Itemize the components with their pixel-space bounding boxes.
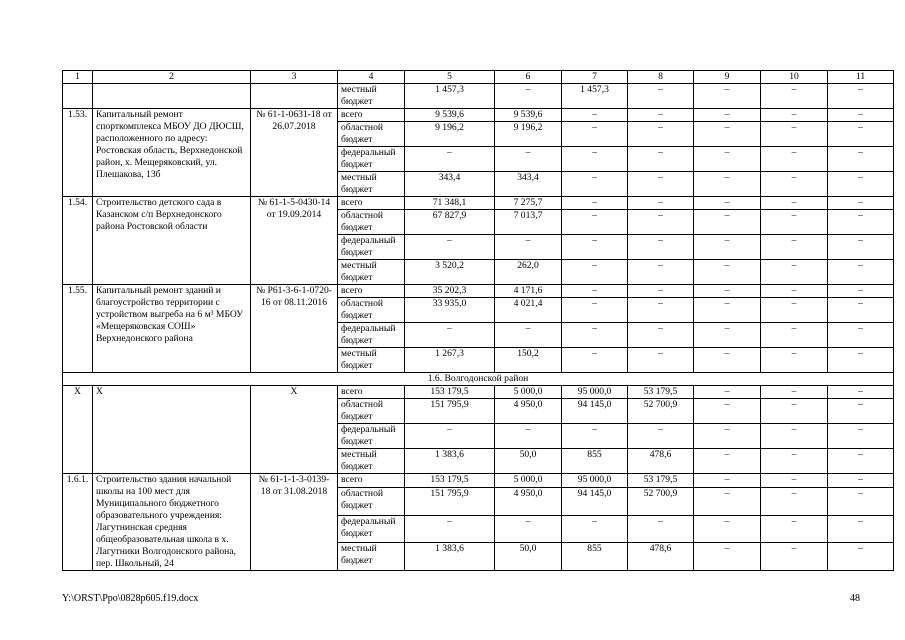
value-cell: –	[828, 488, 894, 516]
value-cell: –	[495, 515, 562, 543]
object-name-cell: Строительство здания начальной школы на 100 мест для Муниципального бюджетного образовательного учреждения: Лагутнинская средняя общеобразовательная школа в х. Лагутники Волгодонского района, пер. Школьный, 24	[93, 474, 251, 571]
value-cell: –	[828, 210, 894, 235]
value-cell: –	[562, 348, 628, 373]
value-cell: –	[628, 235, 694, 260]
value-cell: –	[694, 122, 761, 147]
value-cell: –	[761, 323, 828, 348]
value-cell: –	[628, 424, 694, 449]
value-cell: –	[761, 515, 828, 543]
value-cell: –	[828, 84, 894, 109]
value-cell: 95 000,0	[562, 386, 628, 399]
value-cell: –	[562, 210, 628, 235]
funding-source-cell: областной бюджет	[338, 122, 405, 147]
value-cell: 151 795,9	[405, 488, 495, 516]
value-cell: 53 179,5	[628, 386, 694, 399]
value-cell: 3 520,2	[405, 260, 495, 285]
object-name-cell: Капитальный ремонт спорткомплекса МБОУ ДО ДЮСШ, расположенного по адресу: Ростовская область, Верхнедонской район, х. Мещеряковский, ул. Плешакова, 13б	[93, 109, 251, 197]
row-number-cell: 1.53.	[63, 109, 93, 197]
value-cell: –	[628, 210, 694, 235]
value-cell: –	[694, 399, 761, 424]
value-cell: –	[694, 260, 761, 285]
value-cell: –	[761, 399, 828, 424]
funding-source-cell: местный бюджет	[338, 348, 405, 373]
funding-source-cell: областной бюджет	[338, 488, 405, 516]
value-cell: –	[628, 122, 694, 147]
value-cell: 71 348,1	[405, 197, 495, 210]
value-cell: –	[761, 172, 828, 197]
value-cell: –	[694, 197, 761, 210]
value-cell: –	[405, 235, 495, 260]
value-cell: –	[495, 323, 562, 348]
table-row	[63, 285, 894, 298]
value-cell: 855	[562, 449, 628, 474]
value-cell: 478,6	[628, 543, 694, 571]
column-number-header: 11	[828, 71, 894, 84]
value-cell: –	[405, 515, 495, 543]
value-cell: –	[761, 488, 828, 516]
value-cell: 7 013,7	[495, 210, 562, 235]
value-cell: –	[694, 543, 761, 571]
value-cell: 7 275,7	[495, 197, 562, 210]
value-cell: –	[694, 515, 761, 543]
budget-table	[62, 70, 894, 571]
value-cell: –	[828, 515, 894, 543]
value-cell: 9 196,2	[405, 122, 495, 147]
value-cell: –	[562, 298, 628, 323]
value-cell: –	[694, 488, 761, 516]
value-cell: –	[761, 449, 828, 474]
value-cell: –	[761, 298, 828, 323]
value-cell: 94 145,0	[562, 399, 628, 424]
funding-source-cell: всего	[338, 474, 405, 488]
funding-source-cell: местный бюджет	[338, 260, 405, 285]
value-cell: –	[694, 235, 761, 260]
value-cell: –	[562, 122, 628, 147]
value-cell: 50,0	[495, 543, 562, 571]
value-cell: –	[761, 474, 828, 488]
value-cell: –	[761, 84, 828, 109]
table-row	[63, 84, 894, 109]
value-cell: 855	[562, 543, 628, 571]
value-cell: –	[628, 323, 694, 348]
column-number-header: 10	[761, 71, 828, 84]
value-cell: –	[694, 474, 761, 488]
value-cell: 1 457,3	[562, 84, 628, 109]
value-cell: 5 000,0	[495, 386, 562, 399]
value-cell: –	[628, 172, 694, 197]
value-cell: –	[495, 424, 562, 449]
value-cell: –	[495, 235, 562, 260]
value-cell: –	[694, 449, 761, 474]
value-cell: –	[828, 197, 894, 210]
value-cell: –	[828, 399, 894, 424]
funding-source-cell: федеральный бюджет	[338, 515, 405, 543]
value-cell: –	[405, 424, 495, 449]
value-cell: –	[495, 84, 562, 109]
column-number-header: 9	[694, 71, 761, 84]
table-row	[63, 197, 894, 210]
value-cell: –	[828, 122, 894, 147]
value-cell: –	[828, 449, 894, 474]
footer-page-number: 48	[850, 593, 860, 604]
row-number-cell: 1.55.	[63, 285, 93, 373]
value-cell: 262,0	[495, 260, 562, 285]
value-cell: –	[628, 84, 694, 109]
value-cell: –	[828, 474, 894, 488]
column-number-header: 7	[562, 71, 628, 84]
funding-source-cell: всего	[338, 386, 405, 399]
value-cell: 52 700,9	[628, 399, 694, 424]
value-cell: 9 539,6	[405, 109, 495, 122]
document-cell: № 61-1-1-3-0139-18 от 31.08.2018	[251, 474, 338, 571]
value-cell: –	[828, 109, 894, 122]
value-cell: 150,2	[495, 348, 562, 373]
value-cell: 67 827,9	[405, 210, 495, 235]
value-cell: 1 383,6	[405, 543, 495, 571]
value-cell: –	[694, 172, 761, 197]
value-cell: –	[694, 147, 761, 172]
value-cell: 4 021,4	[495, 298, 562, 323]
funding-source-cell: федеральный бюджет	[338, 235, 405, 260]
column-number-header: 1	[63, 71, 93, 84]
value-cell: –	[562, 424, 628, 449]
funding-source-cell: областной бюджет	[338, 210, 405, 235]
value-cell: –	[761, 386, 828, 399]
value-cell: –	[828, 147, 894, 172]
value-cell: –	[405, 147, 495, 172]
value-cell: –	[694, 386, 761, 399]
value-cell: 95 000,0	[562, 474, 628, 488]
value-cell: –	[761, 543, 828, 571]
value-cell: –	[562, 260, 628, 285]
funding-source-cell: местный бюджет	[338, 543, 405, 571]
value-cell: –	[761, 235, 828, 260]
funding-source-cell: федеральный бюджет	[338, 323, 405, 348]
column-number-header: 2	[93, 71, 251, 84]
funding-source-cell: всего	[338, 109, 405, 122]
value-cell: 52 700,9	[628, 488, 694, 516]
funding-source-cell: всего	[338, 285, 405, 298]
value-cell: 151 795,9	[405, 399, 495, 424]
value-cell: –	[562, 235, 628, 260]
row-number-cell: Х	[63, 386, 93, 474]
table-row	[63, 386, 894, 399]
value-cell: –	[828, 323, 894, 348]
funding-source-cell: местный бюджет	[338, 449, 405, 474]
document-cell: № 61-1-0631-18 от 26.07.2018	[251, 109, 338, 197]
funding-source-cell: местный бюджет	[338, 172, 405, 197]
header-row	[63, 71, 894, 84]
value-cell: 94 145,0	[562, 488, 628, 516]
object-name-cell: Капитальный ремонт зданий и благоустройство территории с устройством выгреба на 6 м³ МБОУ «Мещеряковская СОШ» Верхнедонского района	[93, 285, 251, 373]
value-cell: 153 179,5	[405, 474, 495, 488]
value-cell: –	[828, 386, 894, 399]
column-number-header: 5	[405, 71, 495, 84]
value-cell: 9 539,6	[495, 109, 562, 122]
value-cell: –	[562, 109, 628, 122]
column-number-header: 3	[251, 71, 338, 84]
document-cell: № Р61-3-6-1-0720-16 от 08.11.2016	[251, 285, 338, 373]
column-number-header: 8	[628, 71, 694, 84]
document-cell: Х	[251, 386, 338, 474]
value-cell: –	[761, 210, 828, 235]
value-cell: –	[562, 323, 628, 348]
value-cell: –	[828, 235, 894, 260]
funding-source-cell: областной бюджет	[338, 399, 405, 424]
funding-source-cell: областной бюджет	[338, 298, 405, 323]
value-cell: –	[828, 285, 894, 298]
value-cell: –	[828, 543, 894, 571]
value-cell: –	[628, 285, 694, 298]
value-cell: –	[562, 172, 628, 197]
row-number-cell	[63, 84, 93, 109]
section-title: 1.6. Волгодонской район	[63, 373, 894, 386]
value-cell: –	[761, 348, 828, 373]
column-number-header: 4	[338, 71, 405, 84]
value-cell: –	[761, 285, 828, 298]
value-cell: –	[828, 348, 894, 373]
value-cell: –	[694, 348, 761, 373]
funding-source-cell: федеральный бюджет	[338, 147, 405, 172]
table-row	[63, 474, 894, 488]
value-cell: –	[694, 285, 761, 298]
document-page	[62, 70, 866, 571]
object-name-cell: Х	[93, 386, 251, 474]
value-cell: 343,4	[405, 172, 495, 197]
footer-file-path: Y:\ORST\Ppo\0828p605.f19.docx	[62, 593, 199, 604]
value-cell: –	[694, 298, 761, 323]
value-cell: –	[694, 84, 761, 109]
value-cell: –	[628, 348, 694, 373]
value-cell: –	[694, 424, 761, 449]
value-cell: 343,4	[495, 172, 562, 197]
value-cell: –	[628, 109, 694, 122]
row-number-cell: 1.54.	[63, 197, 93, 285]
object-name-cell: Строительство детского сада в Казанском с/п Верхнедонского района Ростовской области	[93, 197, 251, 285]
value-cell: 478,6	[628, 449, 694, 474]
value-cell: 1 457,3	[405, 84, 495, 109]
document-cell: № 61-1-5-0430-14 от 19.09.2014	[251, 197, 338, 285]
funding-source-cell: всего	[338, 197, 405, 210]
value-cell: 153 179,5	[405, 386, 495, 399]
value-cell: –	[761, 197, 828, 210]
value-cell: 50,0	[495, 449, 562, 474]
value-cell: –	[694, 109, 761, 122]
value-cell: –	[495, 147, 562, 172]
value-cell: 33 935,0	[405, 298, 495, 323]
section-row	[63, 373, 894, 386]
value-cell: –	[828, 260, 894, 285]
value-cell: –	[405, 323, 495, 348]
table-row	[63, 109, 894, 122]
value-cell: –	[761, 147, 828, 172]
funding-source-cell: местный бюджет	[338, 84, 405, 109]
document-cell	[251, 84, 338, 109]
value-cell: –	[694, 210, 761, 235]
value-cell: –	[761, 109, 828, 122]
value-cell: –	[628, 260, 694, 285]
value-cell: 9 196,2	[495, 122, 562, 147]
value-cell: 4 950,0	[495, 488, 562, 516]
value-cell: –	[562, 285, 628, 298]
value-cell: –	[828, 172, 894, 197]
value-cell: 35 202,3	[405, 285, 495, 298]
funding-source-cell: федеральный бюджет	[338, 424, 405, 449]
value-cell: –	[828, 424, 894, 449]
value-cell: 53 179,5	[628, 474, 694, 488]
value-cell: 4 950,0	[495, 399, 562, 424]
value-cell: 5 000,0	[495, 474, 562, 488]
value-cell: 4 171,6	[495, 285, 562, 298]
value-cell: –	[761, 424, 828, 449]
value-cell: –	[628, 515, 694, 543]
row-number-cell: 1.6.1.	[63, 474, 93, 571]
value-cell: –	[761, 260, 828, 285]
value-cell: –	[562, 147, 628, 172]
value-cell: –	[828, 298, 894, 323]
value-cell: –	[562, 515, 628, 543]
value-cell: –	[628, 197, 694, 210]
value-cell: 1 267,3	[405, 348, 495, 373]
value-cell: –	[761, 122, 828, 147]
value-cell: –	[562, 197, 628, 210]
column-number-header: 6	[495, 71, 562, 84]
object-name-cell	[93, 84, 251, 109]
value-cell: –	[694, 323, 761, 348]
value-cell: 1 383,6	[405, 449, 495, 474]
value-cell: –	[628, 147, 694, 172]
value-cell: –	[628, 298, 694, 323]
